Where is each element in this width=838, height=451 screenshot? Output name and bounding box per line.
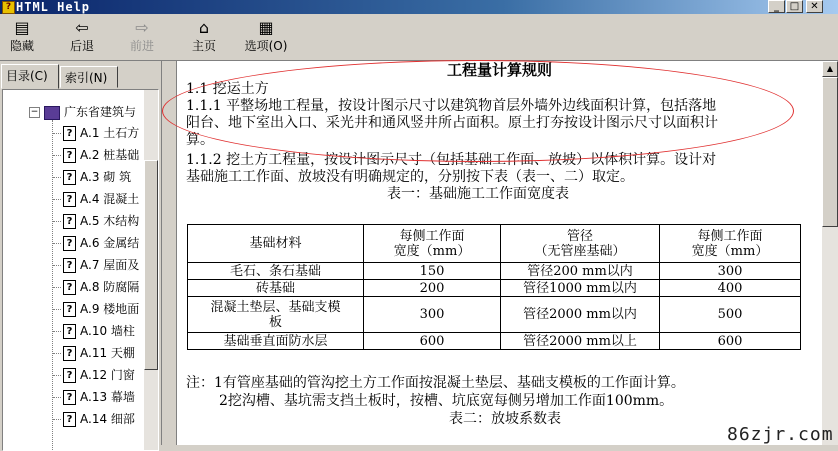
table-cell: 毛石、条石基础 <box>188 263 364 280</box>
hide-label: 隐藏 <box>9 39 34 53</box>
content-scrollbar[interactable] <box>822 61 838 445</box>
tree-item[interactable]: ? A.11 天棚 <box>53 344 145 362</box>
home-button[interactable] <box>182 18 226 58</box>
help-page-icon: ? <box>63 280 76 295</box>
help-page-icon: ? <box>63 368 76 383</box>
tree-item[interactable]: ? A.6 金属结 <box>53 234 145 252</box>
section-heading: 1.1 挖运土方 <box>186 81 269 97</box>
tree-item[interactable]: ? A.7 屋面及 <box>53 256 145 274</box>
help-page-icon: ? <box>63 302 76 317</box>
table-cell: 砖基础 <box>188 280 364 297</box>
tree-scroll-thumb[interactable] <box>144 160 158 370</box>
page-title: 工程量计算规则 <box>446 61 552 79</box>
help-page-icon: ? <box>63 192 76 207</box>
paragraph-line: 1.1.2 挖土方工程量，按设计图示尺寸（包括基础工作面、放坡）以体积计算。设计对 <box>186 152 717 168</box>
scroll-up-icon[interactable]: ▲ <box>822 61 838 77</box>
help-page-icon: ? <box>63 390 76 405</box>
home-icon: ⌂ <box>198 18 210 37</box>
help-page-icon: ? <box>63 148 76 163</box>
table-header-cell: 管径 （无管座基础） <box>501 225 660 263</box>
table-cell: 300 <box>364 297 501 333</box>
tree-item[interactable]: ? A.9 楼地面 <box>53 300 145 318</box>
home-label: 主页 <box>191 39 216 53</box>
table-cell: 管径2000 mm以上 <box>501 333 660 350</box>
window-title: HTML Help <box>16 0 91 14</box>
forward-button[interactable] <box>120 18 164 58</box>
tree-item[interactable]: ? A.5 木结构 <box>53 212 145 230</box>
tree-item[interactable]: ? A.14 细部 <box>53 410 145 428</box>
table-row <box>188 297 801 333</box>
table-cell: 300 <box>660 263 801 280</box>
table-cell: 管径2000 mm以内 <box>501 297 660 333</box>
paragraph-line: 1.1.1 平整场地工程量，按设计图示尺寸以建筑物首层外墙外边线面积计算，包括落地 <box>186 98 717 114</box>
table-row <box>188 263 801 280</box>
watermark: 86zjr.com <box>727 424 834 445</box>
minimize-button[interactable]: _ <box>768 0 785 13</box>
table-row <box>188 333 801 350</box>
contents-tree <box>2 89 159 451</box>
content-scroll-thumb[interactable] <box>822 77 838 227</box>
back-button[interactable] <box>60 18 104 58</box>
help-page-icon: ? <box>63 324 76 339</box>
tab-contents[interactable]: 目录(C) <box>1 64 59 89</box>
book-icon <box>44 106 60 120</box>
tree-item[interactable]: ? A.10 墙柱 <box>53 322 145 340</box>
help-page-icon: ? <box>63 346 76 361</box>
hide-pane-icon: ▤ <box>14 18 30 37</box>
tree-item[interactable]: ? A.12 门窗 <box>53 366 145 384</box>
work-face-width-table <box>187 224 801 350</box>
table-cell: 混凝土垫层、基础支模 板 <box>188 297 364 333</box>
tree-item[interactable]: ? A.3 砌 筑 <box>53 168 145 186</box>
hide-button[interactable] <box>0 18 44 58</box>
table2-caption: 表二：放坡系数表 <box>449 411 561 427</box>
table-cell: 基础垂直面防水层 <box>188 333 364 350</box>
table-row <box>188 280 801 297</box>
help-page-icon: ? <box>63 214 76 229</box>
table-cell: 管径1000 mm以内 <box>501 280 660 297</box>
tree-item[interactable]: ? A.2 桩基础 <box>53 146 145 164</box>
table-cell: 500 <box>660 297 801 333</box>
table-cell: 200 <box>364 280 501 297</box>
paragraph-line: 算。 <box>186 132 214 148</box>
table-cell: 150 <box>364 263 501 280</box>
tree-item[interactable]: ? A.1 土石方 <box>53 124 145 142</box>
back-label: 后退 <box>69 39 94 53</box>
forward-arrow-icon: ⇨ <box>135 18 149 37</box>
help-page-icon: ? <box>63 412 76 427</box>
help-page-icon: ? <box>63 258 76 273</box>
table-header-cell: 每侧工作面 宽度（mm） <box>364 225 501 263</box>
table-cell: 600 <box>660 333 801 350</box>
tree-item[interactable]: ? A.8 防腐隔 <box>53 278 145 296</box>
forward-label: 前进 <box>129 39 154 53</box>
note-line: 注：1有管座基础的管沟挖土方工作面按混凝土垫层、基础支模板的工作面计算。 <box>186 375 685 391</box>
close-button[interactable]: ✕ <box>806 0 823 13</box>
tree-scrollbar[interactable] <box>144 90 158 450</box>
maximize-button[interactable]: □ <box>786 0 803 13</box>
options-label: 选项(O) <box>244 39 288 53</box>
toolbar <box>0 14 838 61</box>
help-page-icon: ? <box>63 236 76 251</box>
table1-caption: 表一：基础施工工作面宽度表 <box>387 186 569 202</box>
options-icon: ▦ <box>258 18 274 37</box>
tree-item[interactable]: ? A.13 幕墙 <box>53 388 145 406</box>
help-page-icon: ? <box>63 126 76 141</box>
table-header-cell: 基础材料 <box>188 225 364 263</box>
help-page-icon: ? <box>63 170 76 185</box>
tree-root[interactable] <box>29 103 136 121</box>
note-line: 2挖沟槽、基坑需支挡土板时，按槽、坑底宽每侧另增加工作面100mm。 <box>219 393 674 409</box>
content-pane <box>176 61 822 445</box>
tree-item[interactable]: ? A.4 混凝土 <box>53 190 145 208</box>
navigation-pane <box>0 61 162 445</box>
paragraph-line: 基础施工工作面、放坡没有明确规定的，分别按下表（表一、二）取定。 <box>186 169 634 185</box>
table-header-cell: 每侧工作面 宽度（mm） <box>660 225 801 263</box>
back-arrow-icon: ⇦ <box>75 18 89 37</box>
collapse-icon[interactable]: − <box>30 107 39 117</box>
help-app-icon: ? <box>2 1 15 14</box>
tree-root-label: 广东省建筑与 <box>64 105 137 119</box>
title-bar <box>0 0 838 14</box>
options-button[interactable] <box>240 18 292 58</box>
table-cell: 400 <box>660 280 801 297</box>
table-cell: 600 <box>364 333 501 350</box>
paragraph-line: 阳台、地下室出入口、采光井和通风竖井所占面积。原土打夯按设计图示尺寸以面积计 <box>186 115 718 131</box>
tab-index[interactable]: 索引(N) <box>60 66 118 88</box>
table-cell: 管径200 mm以内 <box>501 263 660 280</box>
